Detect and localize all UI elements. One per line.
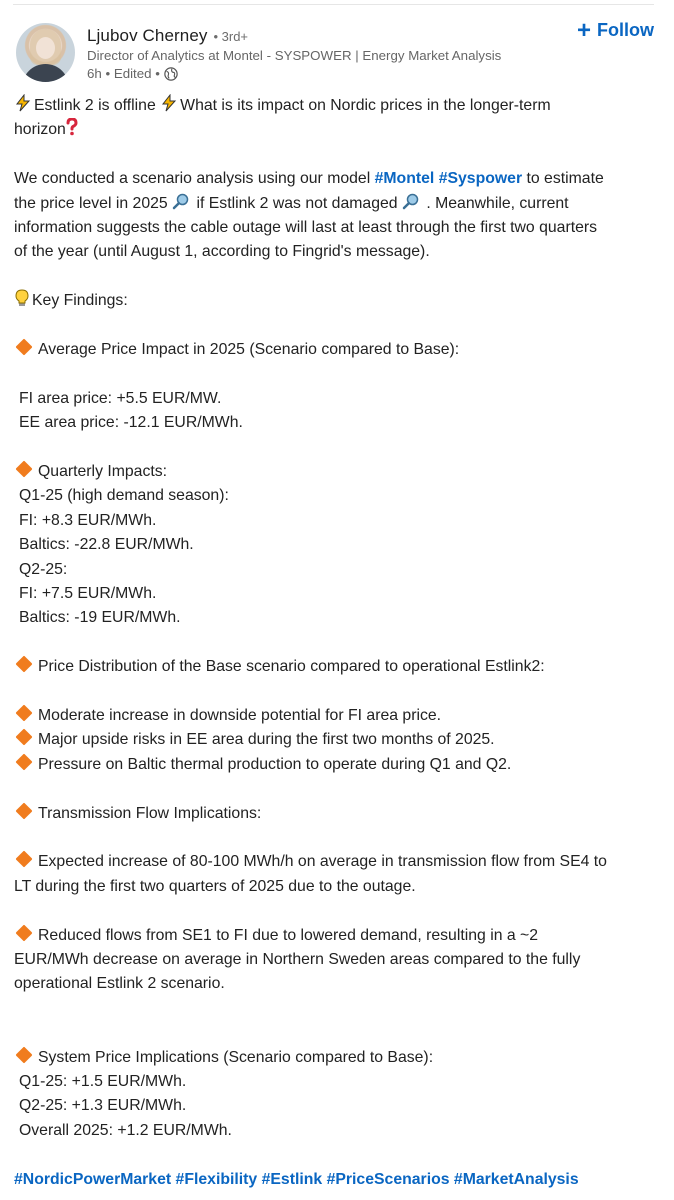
hashtag-nordicpowermarket[interactable]: #NordicPowerMarket	[14, 1171, 172, 1188]
avatar[interactable]	[16, 23, 75, 82]
post-body	[14, 94, 659, 1143]
post-meta	[87, 66, 178, 81]
globe-icon	[164, 67, 178, 81]
hashtag-list	[14, 1171, 579, 1189]
post-time: 6h • Edited •	[87, 66, 160, 81]
post-line: horizon	[14, 118, 659, 142]
magnifier-icon	[402, 192, 420, 210]
orange-diamond-icon	[16, 705, 33, 722]
hashtag-montel[interactable]: #Montel	[374, 170, 435, 188]
post-line: Q1-25: +1.5 EUR/MWh.	[19, 1073, 187, 1091]
post-line: LT during the first two quarters of 2025 due to the outage.	[14, 877, 416, 895]
orange-diamond-icon	[16, 461, 33, 478]
author-name-row	[87, 24, 248, 48]
hashtag-flexibility[interactable]: #Flexibility	[175, 1171, 258, 1188]
post-line: FI area price: +5.5 EUR/MW.	[19, 389, 222, 407]
lightning-icon	[160, 94, 178, 112]
divider	[13, 4, 654, 5]
orange-diamond-icon	[16, 924, 33, 941]
post-line: Reduced flows from SE1 to FI due to lowered demand, resulting in a ~2	[14, 924, 659, 948]
post-line: EUR/MWh decrease on average in Northern Sweden areas compared to the fully	[14, 951, 581, 969]
question-mark-icon	[66, 118, 78, 136]
orange-diamond-icon	[16, 851, 33, 868]
post-line: FI: +8.3 EUR/MWh.	[19, 511, 157, 529]
post-line: Average Price Impact in 2025 (Scenario compared to Base):	[14, 338, 659, 362]
follow-label: Follow	[597, 20, 654, 40]
author-name[interactable]: Ljubov Cherney	[87, 26, 208, 45]
magnifier-icon	[172, 192, 190, 210]
post-line: FI: +7.5 EUR/MWh.	[19, 585, 157, 603]
post-line: We conducted a scenario analysis using our model #Montel #Syspower to estimate	[14, 170, 604, 188]
post-line: Moderate increase in downside potential for FI area price.	[14, 704, 659, 728]
post-line: Pressure on Baltic thermal production to operate during Q1 and Q2.	[14, 753, 659, 777]
post-line: Key Findings:	[14, 289, 659, 313]
post-line: Q2-25:	[19, 560, 68, 578]
post-line: EE area price: -12.1 EUR/MWh.	[19, 414, 243, 432]
author-headline: Director of Analytics at Montel - SYSPOWER | Energy Market Analysis	[87, 48, 502, 63]
hashtag-estlink[interactable]: #Estlink	[261, 1171, 323, 1188]
plus-icon: +	[576, 16, 591, 44]
orange-diamond-icon	[16, 729, 33, 746]
post-line: System Price Implications (Scenario compared to Base):	[14, 1046, 659, 1070]
orange-diamond-icon	[16, 656, 33, 673]
follow-button[interactable]	[576, 16, 654, 44]
post-line: Overall 2025: +1.2 EUR/MWh.	[19, 1121, 232, 1139]
post-line: Baltics: -19 EUR/MWh.	[19, 609, 181, 627]
post-line: Q2-25: +1.3 EUR/MWh.	[19, 1097, 187, 1115]
post-line: Baltics: -22.8 EUR/MWh.	[19, 536, 194, 554]
post-line: Q1-25 (high demand season):	[19, 487, 229, 505]
lightbulb-icon	[14, 289, 30, 307]
post-line: Expected increase of 80-100 MWh/h on average in transmission flow from SE4 to	[14, 850, 659, 874]
lightning-icon	[14, 94, 32, 112]
post-line: information suggests the cable outage will last at least through the first two quarters	[14, 219, 598, 237]
orange-diamond-icon	[16, 753, 33, 770]
hashtag-marketanalysis[interactable]: #MarketAnalysis	[453, 1171, 579, 1188]
orange-diamond-icon	[16, 339, 33, 356]
post-line: operational Estlink 2 scenario.	[14, 975, 225, 993]
post-line: of the year (until August 1, according to Fingrid's message).	[14, 243, 430, 261]
orange-diamond-icon	[16, 802, 33, 819]
post-line: Estlink 2 is offline What is its impact on Nordic prices in the longer-term	[14, 94, 659, 118]
post-line: Price Distribution of the Base scenario compared to operational Estlink2:	[14, 655, 659, 679]
post-line: Transmission Flow Implications:	[14, 802, 659, 826]
connection-degree: • 3rd+	[213, 28, 249, 44]
orange-diamond-icon	[16, 1046, 33, 1063]
hashtag-pricescenarios[interactable]: #PriceScenarios	[326, 1171, 450, 1188]
hashtag-syspower[interactable]: #Syspower	[438, 170, 523, 188]
post-line: the price level in 2025 if Estlink 2 was not damaged . Meanwhile, current	[14, 192, 659, 216]
post-line: Quarterly Impacts:	[14, 460, 659, 484]
post-line: Major upside risks in EE area during the first two months of 2025.	[14, 728, 659, 752]
